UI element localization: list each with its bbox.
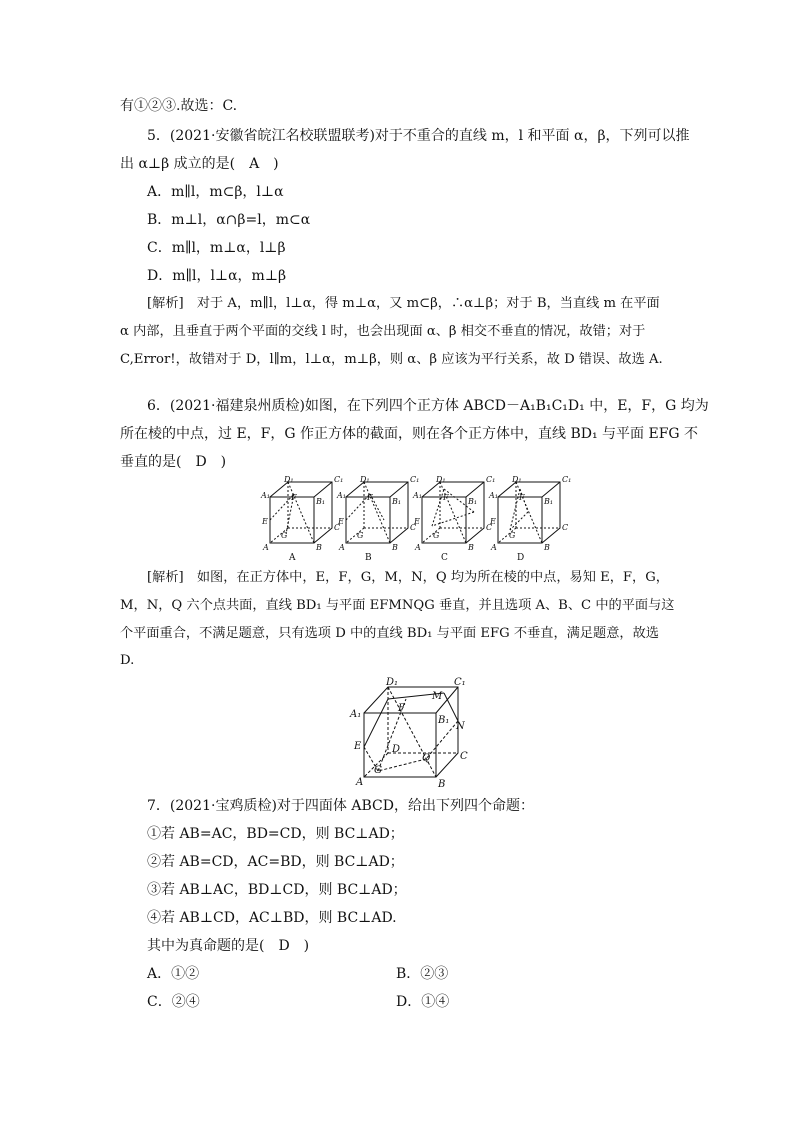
- figure-caption-c: C: [441, 553, 448, 563]
- vertex-label: B: [544, 543, 550, 552]
- q5-analysis-cont: C,Error!，故错对于 D，l∥m，l⊥α，m⊥β，则 α、β 应该为平行关系，故 D 错误、故选 A.: [120, 352, 663, 367]
- vertex-label: A₁: [337, 491, 346, 500]
- q7-option-b: B．②③: [396, 966, 449, 982]
- figure-caption-a: A: [289, 553, 296, 563]
- vertex-label: A: [491, 543, 497, 552]
- vertex-label: F: [291, 493, 297, 502]
- vertex-label: B₁: [438, 715, 450, 726]
- vertex-label: D₁: [284, 475, 294, 484]
- vertex-label: E: [490, 517, 496, 526]
- vertex-label: B₁: [316, 497, 326, 506]
- vertex-label: B: [392, 543, 398, 552]
- vertex-label: D₁: [386, 677, 399, 688]
- vertex-label: G: [357, 531, 364, 540]
- vertex-label: D₁: [512, 475, 522, 484]
- figure-caption-b: B: [365, 553, 372, 563]
- vertex-label: B: [438, 779, 446, 790]
- question-5-stem: 5．(2021·安徽省皖江名校联盟联考)对于不重合的直线 m，l 和平面 α，β，下列可以推: [147, 128, 690, 144]
- vertex-label: C: [486, 523, 493, 532]
- q7-proposition-2: ②若 AB=CD，AC=BD，则 BC⊥AD；: [147, 854, 404, 870]
- vertex-label: B₁: [392, 497, 402, 506]
- q5-option-c: C．m∥l，m⊥α，l⊥β: [147, 240, 286, 256]
- question-6-stem-cont: 垂直的是( D ): [120, 454, 227, 470]
- vertex-label: B: [468, 543, 474, 552]
- vertex-label: D₁: [360, 475, 370, 484]
- vertex-label: B₁: [468, 497, 478, 506]
- vertex-label: C₁: [486, 475, 496, 484]
- vertex-label: A₁: [350, 709, 362, 720]
- vertex-label: C₁: [334, 475, 344, 484]
- figure-caption-d: D: [517, 553, 525, 563]
- q6-analysis-cont: 个平面重合，不满足题意，只有选项 D 中的直线 BD₁ 与平面 EFG 不垂直，满足题意，故选: [120, 626, 659, 641]
- q5-option-b: B．m⊥l，α∩β=l，m⊂α: [147, 212, 311, 228]
- vertex-label: M: [432, 691, 443, 702]
- vertex-label: C: [562, 523, 569, 532]
- vertex-label: D₁: [436, 475, 446, 484]
- text-line: 有①②③.故选：C.: [120, 98, 238, 114]
- q6-analysis: [解析] 如图，在正方体中，E，F，G，M，N，Q 均为所在棱的中点，易知 E，F，G，: [147, 570, 669, 585]
- four-cubes-figure: [258, 472, 572, 563]
- vertex-label: G: [281, 531, 288, 540]
- vertex-label: C₁: [454, 677, 466, 688]
- vertex-label: G: [433, 531, 440, 540]
- q6-analysis-cont: M，N，Q 六个点共面，直线 BD₁ 与平面 EFMNQG 垂直，并且选项 A、B、C 中的平面与这: [120, 598, 675, 613]
- q7-proposition-3: ③若 AB⊥AC，BD⊥CD，则 BC⊥AD；: [147, 882, 407, 898]
- question-6-stem: 6．(2021·福建泉州质检)如图，在下列四个正方体 ABCD－A₁B₁C₁D₁ 中，E，F，G 均为: [147, 398, 709, 414]
- q5-analysis: [解析] 对于 A，m∥l，l⊥α，得 m⊥α，又 m⊂β，∴α⊥β；对于 B，当直线 m 在平面: [147, 296, 660, 311]
- q7-question: 其中为真命题的是( D ): [147, 938, 310, 954]
- q5-option-d: D．m∥l，l⊥α，m⊥β: [147, 268, 287, 284]
- vertex-label: F: [367, 493, 373, 502]
- vertex-label: F: [519, 493, 525, 502]
- vertex-label: E: [354, 741, 362, 752]
- vertex-label: C₁: [562, 475, 572, 484]
- vertex-label: A₁: [261, 491, 270, 500]
- vertex-label: F: [443, 493, 449, 502]
- vertex-label: C: [334, 523, 341, 532]
- vertex-label: N: [456, 721, 465, 732]
- vertex-label: G: [374, 765, 382, 776]
- vertex-label: C: [410, 523, 417, 532]
- vertex-label: E: [414, 517, 420, 526]
- cube-section-figure: [348, 675, 478, 790]
- vertex-label: F: [398, 703, 405, 714]
- question-7-stem: 7．(2021·宝鸡质检)对于四面体 ABCD，给出下列四个命题：: [147, 798, 534, 814]
- q6-analysis-cont: D.: [120, 653, 135, 668]
- vertex-label: A₁: [489, 491, 498, 500]
- vertex-label: A: [263, 543, 269, 552]
- q7-option-c: C．②④: [147, 994, 200, 1010]
- vertex-label: D: [392, 744, 401, 755]
- vertex-label: C: [460, 751, 468, 762]
- vertex-label: A₁: [413, 491, 422, 500]
- q5-option-a: A．m∥l，m⊂β，l⊥α: [147, 184, 284, 200]
- q7-proposition-1: ①若 AB=AC，BD=CD，则 BC⊥AD；: [147, 826, 404, 842]
- vertex-label: G: [509, 531, 516, 540]
- vertex-label: E: [338, 517, 344, 526]
- q7-option-d: D．①④: [396, 994, 450, 1010]
- question-5-stem-cont: 出 α⊥β 成立的是( A ): [120, 156, 279, 172]
- vertex-label: B₁: [544, 497, 554, 506]
- question-6-stem-cont: 所在棱的中点，过 E，F，G 作正方体的截面，则在各个正方体中，直线 BD₁ 与平面 EFG 不: [120, 426, 699, 442]
- vertex-label: Q: [422, 753, 431, 764]
- q5-analysis-cont: α 内部，且垂直于两个平面的交线 l 时，也会出现面 α、β 相交不垂直的情况，故错；对于: [120, 324, 646, 339]
- q7-option-a: A．①②: [147, 966, 200, 982]
- vertex-label: A: [356, 777, 364, 788]
- vertex-label: C₁: [410, 475, 420, 484]
- vertex-label: A: [339, 543, 345, 552]
- q7-proposition-4: ④若 AB⊥CD，AC⊥BD，则 BC⊥AD.: [147, 910, 397, 926]
- vertex-label: A: [415, 543, 421, 552]
- vertex-label: B: [316, 543, 322, 552]
- vertex-label: E: [262, 517, 268, 526]
